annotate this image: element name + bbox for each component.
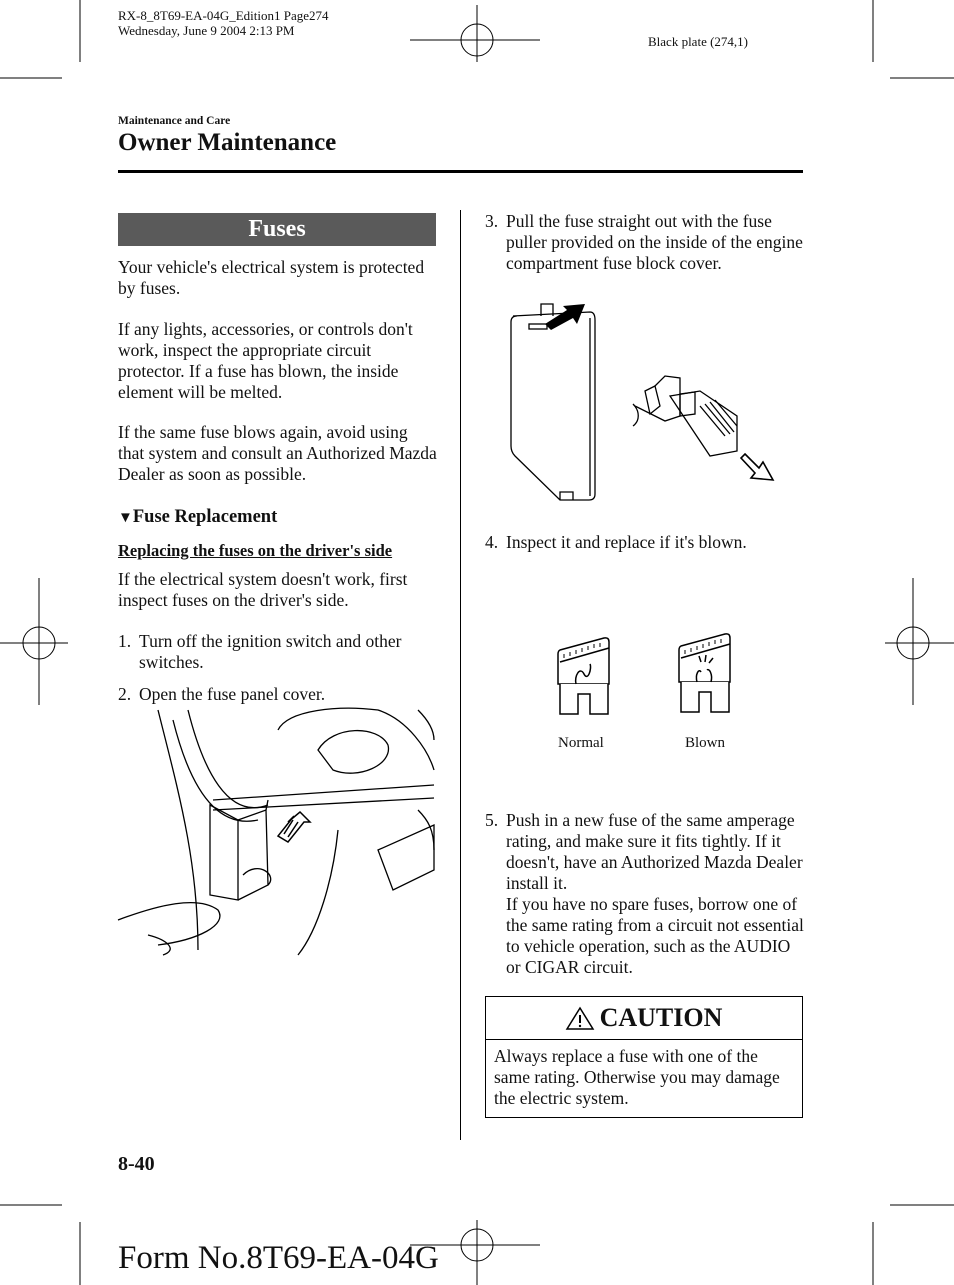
caution-text: Always replace a fuse with one of the same rating. Otherwise you may damage the electric system.	[494, 1046, 780, 1108]
step-4	[485, 532, 805, 553]
step-5	[485, 810, 805, 978]
step-3-number: 3.	[485, 211, 499, 231]
step-4-number: 4.	[485, 532, 499, 552]
step-5-text-b: If you have no spare fuses, borrow one of the same rating from a circuit not essential to vehicle operation, such as the AUDIO or CIGAR circuit.	[506, 894, 804, 977]
normal-fuse-label: Normal	[558, 735, 604, 751]
column-divider	[460, 210, 461, 1140]
fuses-heading: Fuses	[118, 213, 436, 246]
caution-title: CAUTION	[599, 1003, 723, 1032]
step-2	[118, 684, 438, 705]
step-5-text-a: Push in a new fuse of the same amperage rating, and make sure it fits tightly. If it doesn't, have an Authorized Mazda Dealer install it.	[506, 810, 803, 893]
step-4-text: Inspect it and replace if it's blown.	[506, 532, 747, 552]
page-number: 8-40	[118, 1153, 155, 1175]
step-5-number: 5.	[485, 810, 499, 830]
title-rule	[118, 170, 803, 173]
triangle-marker-icon: ▼	[118, 510, 133, 526]
print-line-2: Wednesday, June 9 2004 2:13 PM	[118, 23, 295, 38]
blown-fuse-icon	[675, 632, 735, 714]
step-1-number: 1.	[118, 631, 132, 651]
step-3-text: Pull the fuse straight out with the fuse puller provided on the inside of the engine compartment fuse block cover.	[506, 211, 803, 273]
fuse-puller-illustration	[505, 296, 805, 506]
step-1	[118, 631, 438, 673]
drivers-side-paragraph: If the electrical system doesn't work, first inspect fuses on the driver's side.	[118, 569, 408, 610]
step-3	[485, 211, 805, 274]
blown-fuse-label: Blown	[685, 735, 726, 751]
form-number: Form No.8T69-EA-04G	[118, 1240, 439, 1276]
print-info	[118, 8, 329, 38]
warning-icon	[566, 1006, 594, 1030]
print-line-1: RX-8_8T69-EA-04G_Edition1 Page274	[118, 8, 329, 23]
caution-header	[486, 997, 802, 1040]
plate-label: Black plate (274,1)	[648, 34, 748, 49]
step-2-text: Open the fuse panel cover.	[139, 684, 326, 704]
normal-fuse-icon	[554, 636, 614, 716]
step-1-text: Turn off the ignition switch and other switches.	[139, 631, 402, 672]
step-2-number: 2.	[118, 684, 132, 704]
inspect-paragraph: If any lights, accessories, or controls don't work, inspect the appropriate circuit protector. If a fuse has blown, the inside element will be melted.	[118, 319, 413, 402]
repeat-blow-paragraph: If the same fuse blows again, avoid using that system and consult an Authorized Mazda Dealer as soon as possible.	[118, 422, 437, 484]
subhead-text: Fuse Replacement	[132, 507, 278, 527]
intro-paragraph: Your vehicle's electrical system is protected by fuses.	[118, 257, 425, 298]
caution-box	[485, 996, 803, 1118]
fuse-panel-cover-illustration	[118, 710, 438, 955]
section-label: Maintenance and Care	[118, 115, 231, 127]
fuse-replacement-subhead	[118, 507, 438, 528]
step-5-text	[506, 810, 805, 978]
page-title: Owner Maintenance	[118, 129, 337, 156]
drivers-side-heading: Replacing the fuses on the driver's side	[118, 541, 393, 560]
